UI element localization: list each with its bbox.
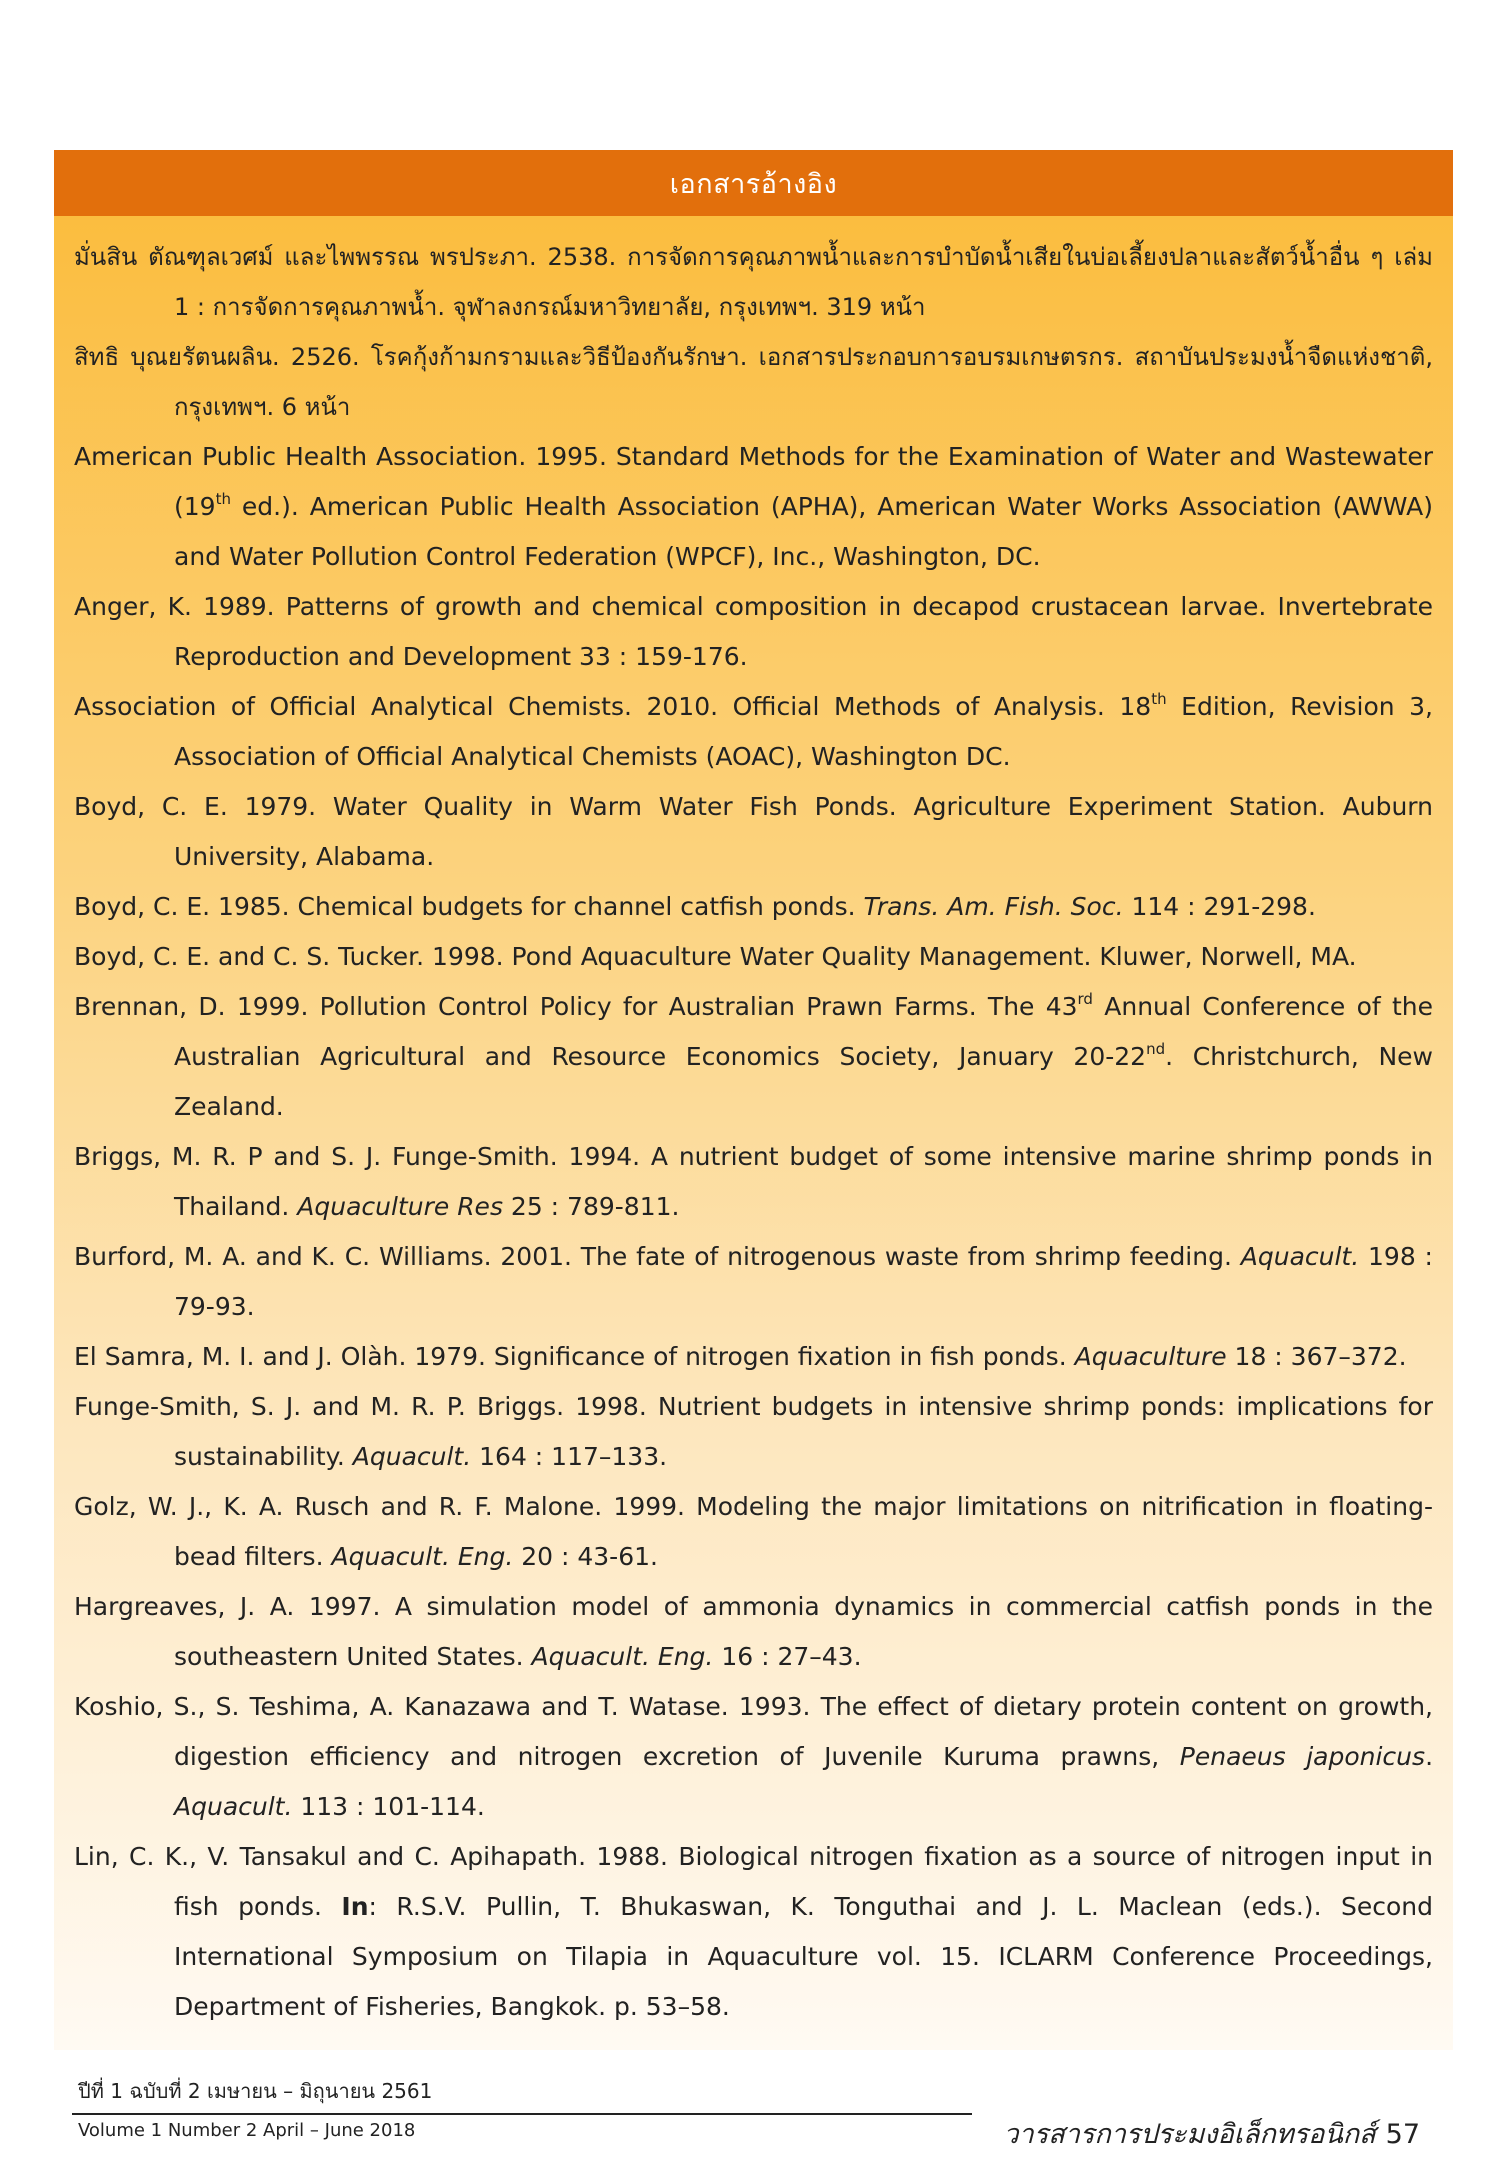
references-panel bbox=[54, 216, 1453, 2050]
reference-entry: Briggs, M. R. P and S. J. Funge-Smith. 1994. A nutrient budget of some intensive marine shrimp ponds in Thailand. Aquaculture Res 25 : 789-811. bbox=[74, 1142, 1433, 1221]
reference-entry: มั่นสิน ตัณฑุลเวศม์ และไพพรรณ พรประภา. 2538. การจัดการคุณภาพน้ำและการบำบัดน้ำเสียในบ่อเลี้ยงปลาและสัตว์น้ำอื่น ๆ เล่ม 1 : การจัดการคุณภาพน้ำ. จุฬาลงกรณ์มหาวิทยาลัย, กรุงเทพฯ. 319 หน้า bbox=[74, 243, 1433, 321]
section-header-bar bbox=[54, 150, 1453, 216]
reference-entry: Koshio, S., S. Teshima, A. Kanazawa and T. Watase. 1993. The effect of dietary protein content on growth, digestion efficiency and nitrogen excretion of Juvenile Kuruma prawns, Penaeus japonicus. Aquacult. 113 : 101-114. bbox=[74, 1692, 1434, 1821]
reference-entry: สิทธิ บุณยรัตนผลิน. 2526. โรคกุ้งก้ามกรามและวิธีป้องกันรักษา. เอกสารประกอบการอบรมเกษตรกร. สถาบันประมงน้ำจืดแห่งชาติ, กรุงเทพฯ. 6 หน้า bbox=[74, 343, 1433, 421]
reference-list bbox=[74, 232, 1433, 2032]
reference-entry: Lin, C. K., V. Tansakul and C. Apihapath. 1988. Biological nitrogen fixation as a source of nitrogen input in fish ponds. In: R.S.V. Pullin, T. Bhukaswan, K. Tonguthai and J. L. Maclean (eds.). Second International Symposium on Tilapia in Aquaculture vol. 15. ICLARM Conference Proceedings, Department of Fisheries, Bangkok. p. 53–58. bbox=[74, 1842, 1433, 2021]
reference-entry: Burford, M. A. and K. C. Williams. 2001. The fate of nitrogenous waste from shrimp feeding. Aquacult. 198 : 79-93. bbox=[74, 1242, 1433, 1321]
footer-journal-name bbox=[1003, 2112, 1420, 2155]
footer-issue-english: Volume 1 Number 2 April – June 2018 bbox=[78, 2120, 416, 2141]
page-number: 57 bbox=[1385, 2119, 1420, 2150]
reference-entry: Association of Official Analytical Chemists. 2010. Official Methods of Analysis. 18th Edition, Revision 3, Association of Official Analytical Chemists (AOAC), Washington DC. bbox=[74, 689, 1434, 771]
reference-entry: Anger, K. 1989. Patterns of growth and chemical composition in decapod crustacean larvae. Invertebrate Reproduction and Development 33 : 159-176. bbox=[74, 592, 1433, 671]
footer-issue-thai: ปีที่ 1 ฉบับที่ 2 เมษายน – มิถุนายน 2561 bbox=[78, 2079, 433, 2103]
reference-entry: Boyd, C. E. and C. S. Tucker. 1998. Pond Aquaculture Water Quality Management. Kluwer, Norwell, MA. bbox=[74, 942, 1357, 971]
reference-entry: Funge-Smith, S. J. and M. R. P. Briggs. 1998. Nutrient budgets in intensive shrimp ponds: implications for sustainability. Aquacult. 164 : 117–133. bbox=[74, 1392, 1433, 1471]
reference-entry: El Samra, M. I. and J. Olàh. 1979. Significance of nitrogen fixation in fish ponds. Aquaculture 18 : 367–372. bbox=[74, 1342, 1407, 1371]
reference-entry: Boyd, C. E. 1979. Water Quality in Warm Water Fish Ponds. Agriculture Experiment Station. Auburn University, Alabama. bbox=[74, 792, 1433, 871]
section-title: เอกสารอ้างอิง bbox=[669, 168, 838, 200]
reference-entry: Brennan, D. 1999. Pollution Control Policy for Australian Prawn Farms. The 43rd Annual Conference of the Australian Agricultural and Resource Economics Society, January 20-22nd. Christchurch, New Zealand. bbox=[74, 989, 1434, 1121]
footer-journal-title: วารสารการประมงอิเล็กทรอนิกส์ bbox=[1003, 2119, 1376, 2150]
reference-entry: American Public Health Association. 1995. Standard Methods for the Examination of Water and Wastewater (19th ed.). American Public Health Association (APHA), American Water Works Association (AWWA) and Water Pollution Control Federation (WPCF), Inc., Washington, DC. bbox=[74, 442, 1433, 571]
reference-entry: Hargreaves, J. A. 1997. A simulation model of ammonia dynamics in commercial catfish ponds in the southeastern United States. Aquacult. Eng. 16 : 27–43. bbox=[74, 1592, 1433, 1671]
footer-divider bbox=[72, 2113, 972, 2115]
reference-entry: Golz, W. J., K. A. Rusch and R. F. Malone. 1999. Modeling the major limitations on nitrification in floating-bead filters. Aquacult. Eng. 20 : 43-61. bbox=[74, 1492, 1433, 1571]
reference-entry: Boyd, C. E. 1985. Chemical budgets for channel catfish ponds. Trans. Am. Fish. Soc. 114 : 291-298. bbox=[74, 892, 1316, 921]
